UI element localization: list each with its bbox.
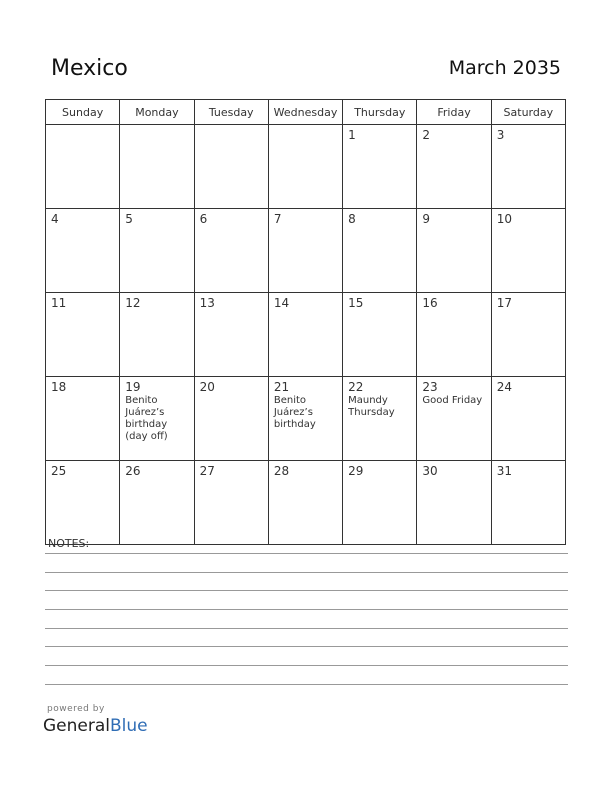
week-row (46, 125, 566, 209)
day-cell (120, 377, 194, 461)
country-title: Mexico (51, 56, 128, 81)
notes-label: NOTES: (48, 537, 90, 550)
notes-line (45, 572, 568, 573)
weekday-header: Friday (417, 100, 491, 125)
day-number: 6 (199, 212, 208, 226)
day-number: 14 (273, 296, 290, 310)
notes-line (45, 665, 568, 666)
weekday-header: Wednesday (268, 100, 342, 125)
day-number: 13 (199, 296, 215, 310)
day-number: 25 (51, 464, 67, 478)
day-number: 20 (199, 380, 215, 394)
day-cell (343, 125, 417, 209)
day-number: 7 (273, 212, 282, 226)
day-cell (343, 209, 417, 293)
day-number: 22 (348, 380, 364, 394)
day-number: 8 (348, 212, 356, 226)
day-cell (417, 377, 491, 461)
holiday-label: Benito Juárez’s birthday (273, 395, 316, 430)
day-cell (491, 125, 565, 209)
weekday-header-row (46, 100, 566, 125)
generalblue-logo[interactable] (43, 716, 148, 736)
day-cell (120, 293, 194, 377)
day-number: 10 (496, 212, 512, 226)
day-cell (268, 293, 342, 377)
day-cell (491, 377, 565, 461)
day-cell (46, 461, 120, 545)
day-number: 3 (496, 128, 505, 142)
day-cell (417, 209, 491, 293)
week-row (46, 293, 566, 377)
notes-line (45, 590, 568, 591)
day-number: 29 (348, 464, 364, 478)
day-cell (417, 125, 491, 209)
day-cell (417, 461, 491, 545)
day-cell (194, 293, 268, 377)
day-number: 18 (51, 380, 67, 394)
holiday-label: Maundy Thursday (348, 395, 395, 418)
calendar-grid (45, 99, 566, 512)
month-year-title: March 2035 (448, 57, 561, 79)
day-cell (343, 377, 417, 461)
day-number: 17 (496, 296, 512, 310)
calendar-table (45, 99, 566, 545)
brand-general: General (43, 716, 110, 736)
weekday-header: Monday (120, 100, 194, 125)
day-number: 4 (51, 212, 59, 226)
day-cell (343, 461, 417, 545)
day-cell (268, 377, 342, 461)
day-number: 15 (348, 296, 364, 310)
day-number: 31 (496, 464, 512, 478)
day-number: 26 (125, 464, 141, 478)
day-number: 16 (422, 296, 438, 310)
notes-line (45, 646, 568, 647)
notes-line (45, 628, 568, 629)
day-cell (268, 461, 342, 545)
weekday-header: Saturday (491, 100, 565, 125)
day-number: 12 (125, 296, 141, 310)
day-cell (194, 461, 268, 545)
day-number: 30 (422, 464, 438, 478)
week-row (46, 461, 566, 545)
day-number: 11 (51, 296, 67, 310)
week-row (46, 377, 566, 461)
day-number: 2 (422, 128, 431, 142)
notes-line (45, 553, 568, 554)
day-cell (268, 209, 342, 293)
day-number: 24 (496, 380, 512, 394)
day-cell (343, 293, 417, 377)
day-cell (46, 125, 120, 209)
day-number: 27 (199, 464, 215, 478)
day-number: 23 (422, 380, 438, 394)
weekday-header: Thursday (343, 100, 417, 125)
weekday-header: Tuesday (194, 100, 268, 125)
brand-blue: Blue (110, 716, 148, 736)
notes-line (45, 684, 568, 685)
day-cell (491, 293, 565, 377)
day-cell (194, 377, 268, 461)
notes-line (45, 609, 568, 610)
day-number: 21 (273, 380, 290, 394)
powered-by-text: powered by (47, 704, 105, 714)
day-cell (417, 293, 491, 377)
holiday-label: Benito Juárez’s birthday (day off) (125, 395, 168, 442)
day-cell (46, 293, 120, 377)
day-cell (46, 209, 120, 293)
day-cell (120, 125, 194, 209)
day-cell (491, 209, 565, 293)
day-cell (46, 377, 120, 461)
day-number: 5 (125, 212, 133, 226)
day-number: 19 (125, 380, 141, 394)
day-number: 1 (348, 128, 356, 142)
day-number: 9 (422, 212, 431, 226)
day-cell (194, 125, 268, 209)
holiday-label: Good Friday (422, 395, 483, 406)
day-cell (120, 209, 194, 293)
day-cell (194, 209, 268, 293)
day-cell (268, 125, 342, 209)
weekday-header: Sunday (46, 100, 120, 125)
day-cell (120, 461, 194, 545)
day-number: 28 (273, 464, 290, 478)
week-row (46, 209, 566, 293)
day-cell (491, 461, 565, 545)
